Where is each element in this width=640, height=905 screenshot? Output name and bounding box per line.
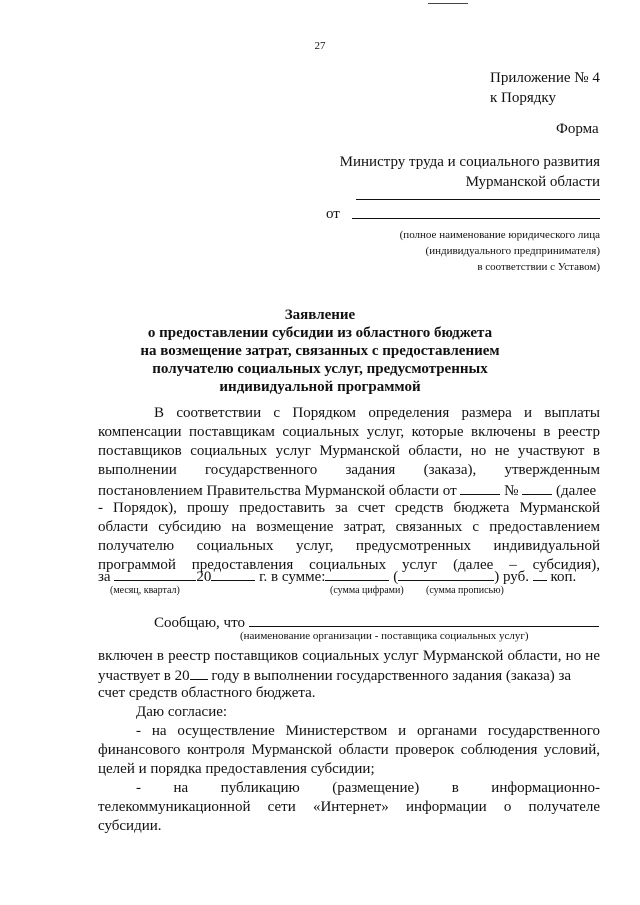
page-number: 27 <box>314 40 326 52</box>
appendix-header <box>490 68 600 108</box>
addressee-line1: Министру труда и социального развития <box>339 154 600 170</box>
number-sign: № <box>504 483 519 499</box>
p1-line5-text: постановлением Правительства Мурманской области от <box>98 483 457 499</box>
document-title <box>0 306 640 396</box>
from-label: от <box>326 206 340 222</box>
amount-label: г. в сумме: <box>259 569 326 585</box>
amount-open-paren: ( <box>393 569 399 585</box>
p1-line5 <box>98 481 600 500</box>
organization-name-blank[interactable] <box>249 613 599 627</box>
p1-line7: области субсидию на возмещение затрат, связанных с предоставлением <box>98 519 600 535</box>
p2-line2-suffix: году в выполнении государственного задания (заказа) за <box>211 668 572 684</box>
consent-lead: Даю согласие: <box>136 704 228 720</box>
p1-line4: выполнении государственного задания (заказа), утвержденным <box>98 462 600 478</box>
title-line5: индивидуальной программой <box>219 379 421 395</box>
addressee-line2: Мурманской области <box>465 174 600 190</box>
p1-line8: получателю социальных услуг, предусмотренных индивидуальной <box>98 538 600 554</box>
title-line4: получателю социальных услуг, предусмотренных <box>152 361 488 377</box>
consent-item2-line2: телекоммуникационной сети «Интернет» информации о получателе <box>98 799 600 815</box>
p2-line1: включен в реестр поставщиков социальных услуг Мурманской области, но не <box>98 648 600 664</box>
consent-item1-line3: целей и порядка предоставления субсидии; <box>98 761 375 777</box>
kopecks-blank[interactable] <box>533 567 547 581</box>
p2-line2 <box>98 666 600 685</box>
year-prefix: 20 <box>196 569 212 585</box>
from-blank-line-top[interactable] <box>356 199 600 200</box>
organization-note: (наименование организации - поставщика социальных услуг) <box>240 630 529 642</box>
period-note: (месяц, квартал) <box>110 585 180 596</box>
applicant-note-line3: в соответствии с Уставом) <box>477 261 600 273</box>
decree-number-blank[interactable] <box>522 481 552 495</box>
applicant-note <box>400 227 600 275</box>
consent-item2-line1: - на публикацию (размещение) в информационно- <box>136 780 600 796</box>
year-blank[interactable] <box>211 567 255 581</box>
amount-words-note: (сумма прописью) <box>426 585 504 596</box>
p1-line3: поставщиков социальных услуг Мурманской области, но не участвуют в <box>98 443 600 459</box>
p1-line9: программой предоставления социальных услуг (далее – субсидия), <box>98 557 600 573</box>
scan-artifact <box>428 0 468 4</box>
title-line3: на возмещение затрат, связанных с предоставлением <box>140 343 500 359</box>
p2-lead: Сообщаю, что <box>154 615 245 631</box>
title-line1: Заявление <box>284 307 356 323</box>
p2-year-blank[interactable] <box>190 666 208 680</box>
form-label: Форма <box>556 121 599 137</box>
appendix-reference: к Порядку <box>490 90 556 106</box>
amount-digits-note: (сумма цифрами) <box>330 585 404 596</box>
p1-line5-suffix: (далее <box>555 483 597 499</box>
addressee <box>340 152 600 192</box>
kopecks-label: коп. <box>550 569 577 585</box>
p1-line10 <box>98 567 600 586</box>
consent-item1-line1: - на осуществление Министерством и органами государственного <box>136 723 600 739</box>
p1-line6: - Порядок), прошу предоставить за счет средств бюджета Мурманской <box>98 500 600 516</box>
amount-words-blank[interactable] <box>398 567 494 581</box>
decree-date-blank[interactable] <box>460 481 500 495</box>
p2-line3: счет средств областного бюджета. <box>98 685 316 701</box>
appendix-number: Приложение № 4 <box>490 70 600 86</box>
from-blank-line[interactable] <box>352 218 600 219</box>
applicant-note-line1: (полное наименование юридического лица <box>399 229 600 241</box>
p1-line1: В соответствии с Порядком определения размера и выплаты <box>154 405 600 421</box>
period-blank[interactable] <box>114 567 196 581</box>
title-line2: о предоставлении субсидии из областного бюджета <box>147 325 493 341</box>
from-field <box>326 206 600 222</box>
amount-digits-blank[interactable] <box>325 567 389 581</box>
p1-line2: компенсации поставщикам социальных услуг, которые включены в реестр <box>98 424 600 440</box>
applicant-note-line2: (индивидуального предпринимателя) <box>425 245 600 257</box>
rubles-label: ) руб. <box>494 569 529 585</box>
consent-item1-line2: финансового контроля Мурманской области проверок соблюдения условий, <box>98 742 600 758</box>
consent-item2-line3: субсидии. <box>98 818 162 834</box>
p2-line2-prefix: участвует в 20 <box>98 668 190 684</box>
period-prefix: за <box>98 569 111 585</box>
